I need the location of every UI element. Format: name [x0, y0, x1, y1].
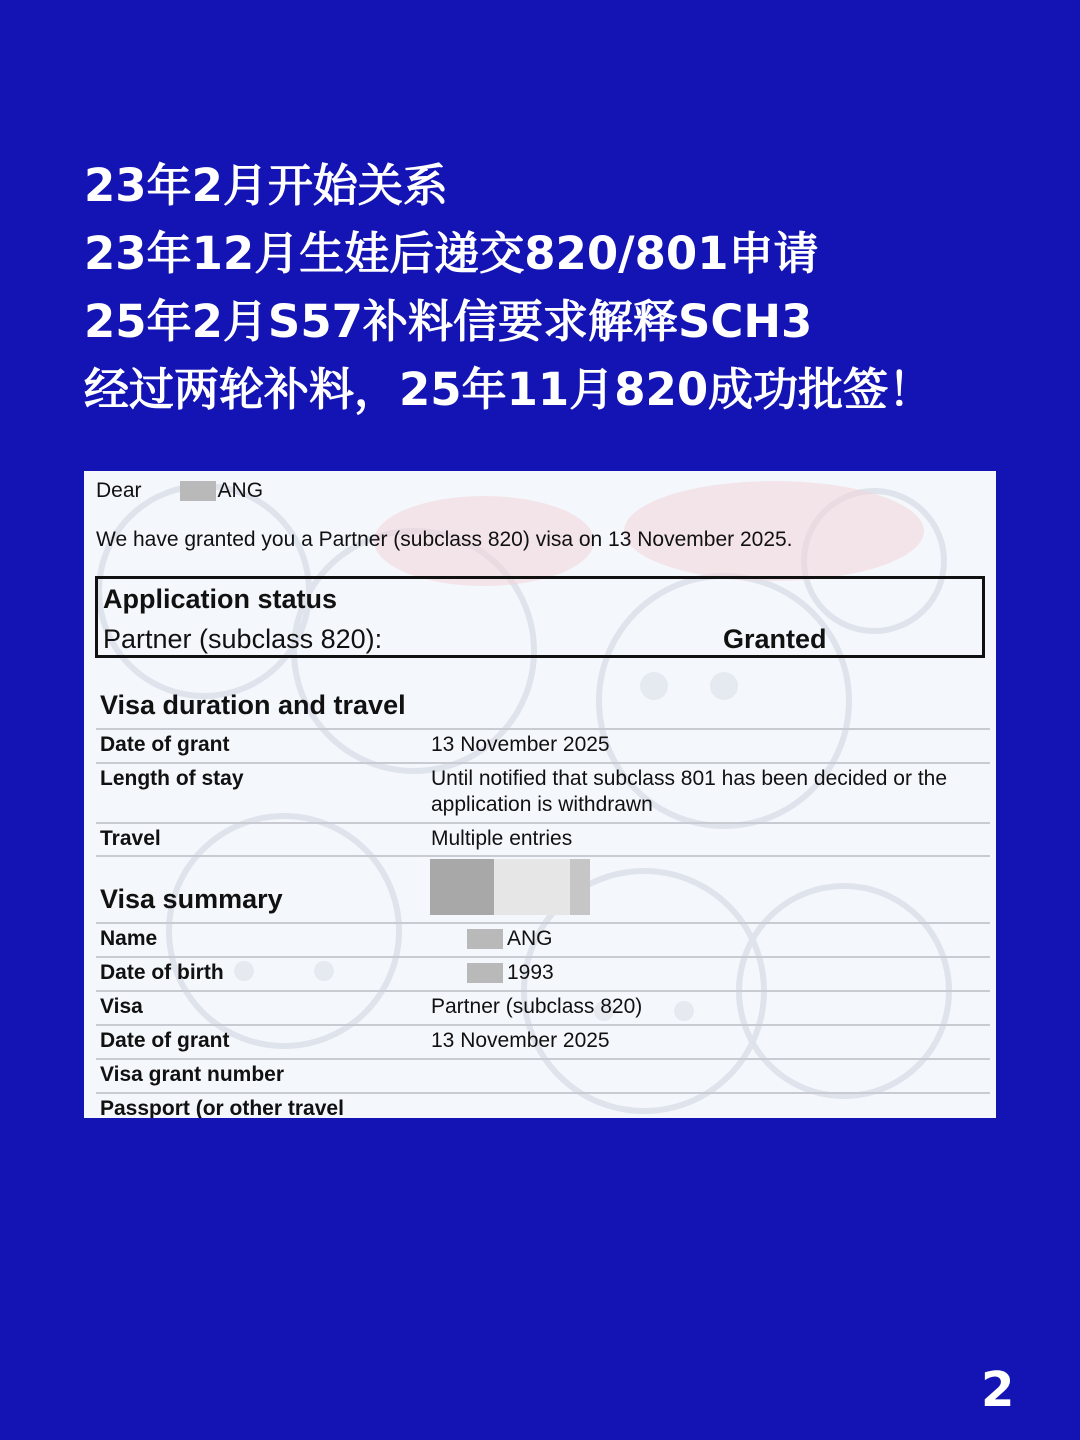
row-value: Multiple entries: [431, 827, 573, 850]
visa-summary-title: Visa summary: [100, 884, 283, 914]
row-value: 13 November 2025: [431, 1029, 610, 1052]
row-label: Visa grant number: [100, 1063, 284, 1086]
row-label: Length of stay: [100, 767, 244, 790]
application-status-value: Granted: [723, 624, 827, 654]
grant-intro-text: We have granted you a Partner (subclass 820) visa on 13 November 2025.: [96, 528, 793, 551]
name-suffix: ANG: [507, 927, 553, 950]
page-number: 2: [981, 1362, 1015, 1418]
table-row: [96, 922, 990, 956]
redaction-mid-part: [570, 859, 590, 915]
greeting-name-suffix: ANG: [217, 479, 264, 502]
letter-greeting: [96, 478, 263, 504]
greeting-prefix: Dear: [96, 479, 142, 502]
row-label: Visa: [100, 995, 143, 1018]
row-label: Name: [100, 927, 158, 950]
row-value: [431, 926, 986, 952]
application-status-label: Partner (subclass 820):: [103, 624, 383, 654]
table-row: [96, 822, 990, 857]
table-row: [96, 762, 990, 822]
birth-year: 1993: [507, 961, 554, 984]
headline-line-4: 经过两轮补料，25年11月820成功批签！: [84, 363, 934, 416]
table-row: [96, 990, 990, 1024]
redacted-name-block: [180, 481, 216, 501]
row-label: Travel: [100, 827, 161, 850]
redaction-dark-part: [430, 859, 494, 915]
headline-line-3: 25年2月S57补料信要求解释SCH3: [84, 295, 813, 348]
visa-summary-table: [96, 922, 990, 1118]
headline-line-2: 23年12月生娃后递交820/801申请: [84, 227, 819, 280]
row-value: [431, 960, 986, 986]
row-value: Until notified that subclass 801 has been decided or the application is withdrawn: [431, 767, 948, 816]
application-status-title: Application status: [103, 584, 338, 614]
table-row: [96, 1024, 990, 1058]
row-value: 13 November 2025: [431, 733, 610, 756]
row-value: Partner (subclass 820): [431, 995, 643, 1018]
row-label: Date of grant: [100, 1029, 230, 1052]
redacted-name-block: [467, 929, 503, 949]
table-row: [96, 1092, 990, 1118]
table-row: [96, 1058, 990, 1092]
row-label: Date of grant: [100, 733, 230, 756]
table-row: [96, 956, 990, 990]
table-row: [96, 728, 990, 762]
redacted-birth-date-block: [467, 963, 503, 983]
headline-line-1: 23年2月开始关系: [84, 159, 448, 212]
headline: [84, 152, 1034, 424]
row-label: Date of birth: [100, 961, 224, 984]
application-status-box: [95, 576, 985, 658]
visa-duration-table: [96, 728, 990, 857]
redacted-grant-number-block: [430, 859, 590, 915]
row-label: Passport (or other travel: [100, 1097, 344, 1118]
visa-grant-letter: [84, 471, 996, 1118]
visa-duration-title: Visa duration and travel: [100, 690, 406, 720]
